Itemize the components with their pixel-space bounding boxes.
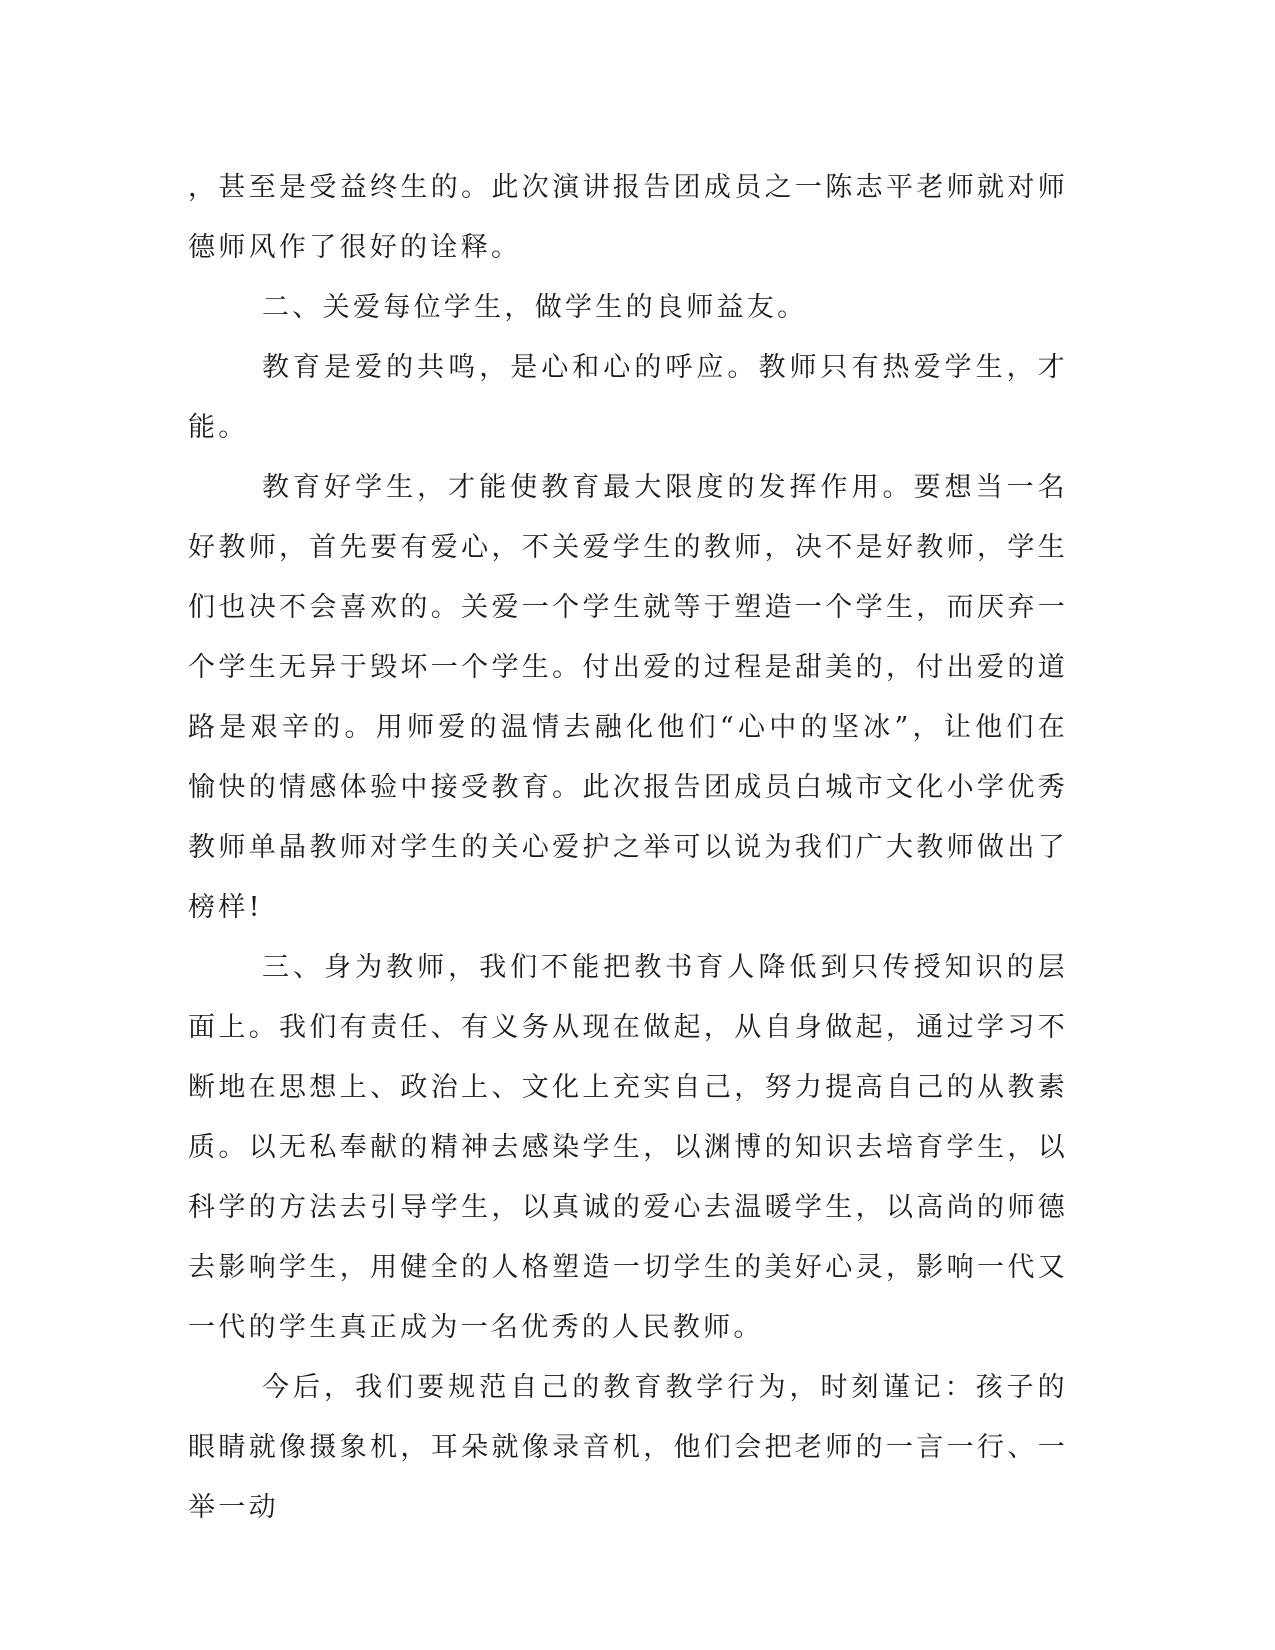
paragraph-section-two-heading: 二、关爱每位学生，做学生的良师益友。: [262, 292, 808, 323]
paragraph-education-love: 教育是爱的共鸣，是心和心的呼应。教师只有热爱学生，才能。: [188, 352, 1068, 443]
body-text: [188, 158, 1068, 1538]
paragraph-good-teacher: 教育好学生，才能使教育最大限度的发挥作用。要想当一名好教师，首先要有爱心，不关爱学生的教师，决不是好教师，学生们也决不会喜欢的。关爱一个学生就等于塑造一个学生，而厌弃一个学生无异于毁坏一个学生。付出爱的过程是甜美的，付出爱的道路是艰辛的。用师爱的温情去融化他们“心中的坚冰”，让他们在愉快的情感体验中接受教育。此次报告团成员白城市文化小学优秀教师单晶教师对学生的关心爱护之举可以说为我们广大教师做出了榜样!: [188, 472, 1068, 923]
paragraph-continuation: ，甚至是受益终生的。此次演讲报告团成员之一陈志平老师就对师德师风作了很好的诠释。: [188, 172, 1068, 263]
paragraph-section-three: 三、身为教师，我们不能把教书育人降低到只传授知识的层面上。我们有责任、有义务从现在做起，从自身做起，通过学习不断地在思想上、政治上、文化上充实自己，努力提高自己的从教素质。以无私奉献的精神去感染学生，以渊博的知识去培育学生，以科学的方法去引导学生，以真诚的爱心去温暖学生，以高尚的师德去影响学生，用健全的人格塑造一切学生的美好心灵，影响一代又一代的学生真正成为一名优秀的人民教师。: [188, 952, 1068, 1343]
paragraph-future: 今后，我们要规范自己的教育教学行为，时刻谨记：孩子的眼睛就像摄象机，耳朵就像录音机，他们会把老师的一言一行、一举一动: [188, 1372, 1068, 1523]
